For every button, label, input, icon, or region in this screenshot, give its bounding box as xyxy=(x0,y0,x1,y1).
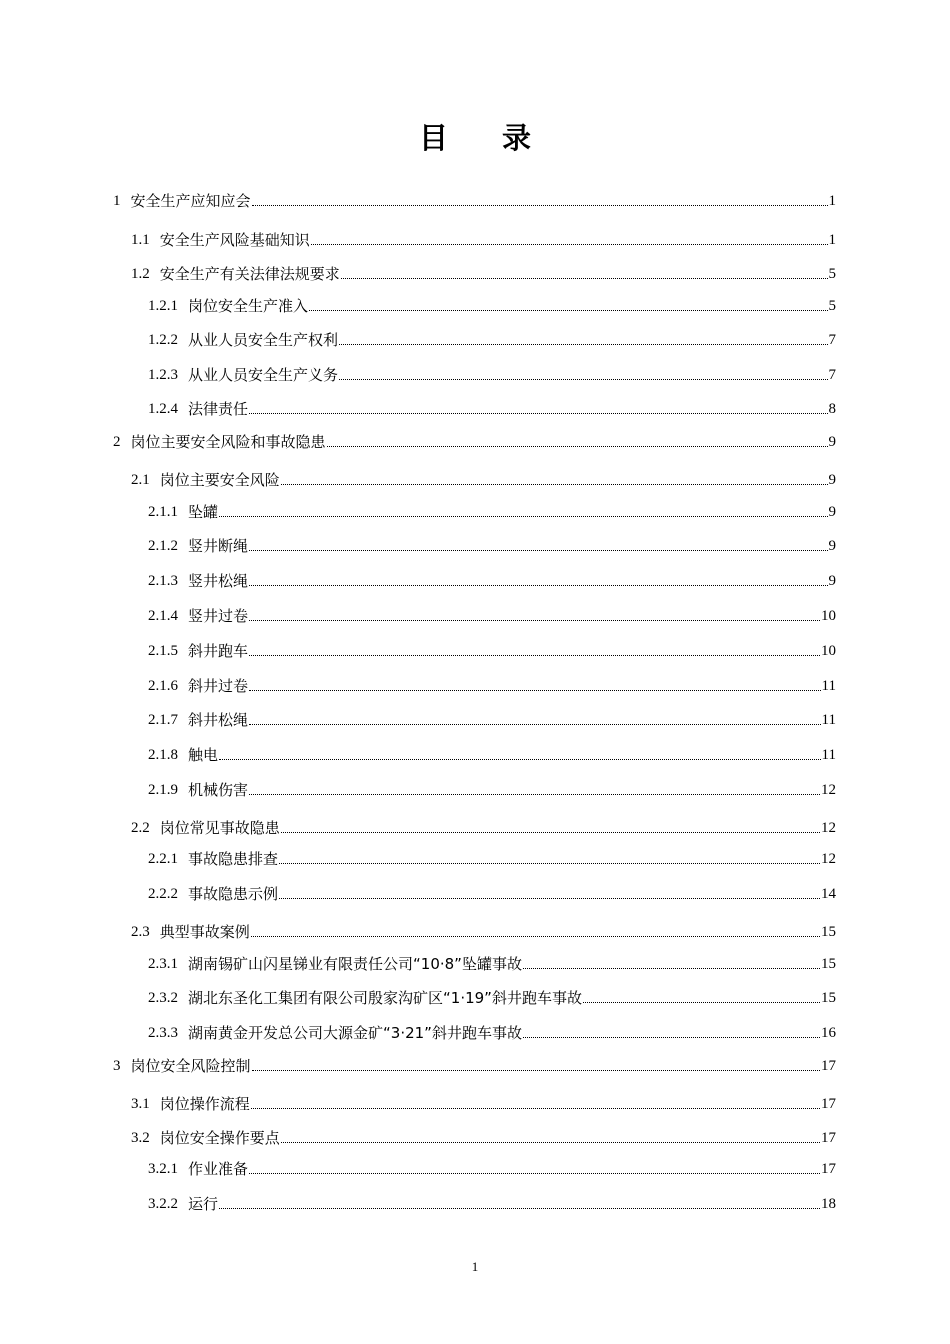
toc-entry-title: 典型事故案例 xyxy=(159,923,250,941)
toc-entry[interactable] xyxy=(0,741,950,765)
toc-leader-dots xyxy=(339,379,827,380)
toc-entry[interactable] xyxy=(0,292,950,316)
toc-entry[interactable] xyxy=(0,532,950,556)
toc-entry-title: 法律责任 xyxy=(188,400,249,418)
toc-entry-page: 9 xyxy=(828,434,836,450)
toc-entry[interactable] xyxy=(0,498,950,522)
toc-entry-number: 1.2.2 xyxy=(148,332,178,348)
toc-entry-title: 竖井过卷 xyxy=(188,607,249,625)
toc-entry-title: 触电 xyxy=(188,746,219,764)
toc-entry-title: 岗位主要安全风险 xyxy=(159,471,280,489)
toc-entry-page: 5 xyxy=(828,266,836,282)
toc-entry-page: 12 xyxy=(821,820,836,836)
toc-entry[interactable] xyxy=(0,326,950,350)
page-number: 1 xyxy=(471,1259,479,1274)
toc-entry-number: 2.2.1 xyxy=(148,851,178,867)
toc-entry-number: 3.2.1 xyxy=(148,1161,178,1177)
toc-entry-page: 7 xyxy=(828,367,836,383)
toc-entry-title: 岗位操作流程 xyxy=(159,1095,250,1113)
toc-leader-dots xyxy=(219,516,827,517)
toc-entry-title: 湖北东圣化工集团有限公司殷家沟矿区“1·19”斜井跑车事故 xyxy=(188,989,582,1007)
toc-entry-title: 运行 xyxy=(188,1195,219,1213)
toc-leader-dots xyxy=(249,550,827,551)
toc-entry[interactable] xyxy=(0,187,950,211)
toc-entry-title: 岗位安全操作要点 xyxy=(159,1129,280,1147)
toc-leader-dots xyxy=(339,344,827,345)
toc-entry[interactable] xyxy=(0,260,950,284)
toc-entry-title: 岗位主要安全风险和事故隐患 xyxy=(130,433,326,451)
toc-leader-dots xyxy=(523,1037,820,1038)
toc-entry-title: 事故隐患示例 xyxy=(188,885,279,903)
toc-entry[interactable] xyxy=(0,1155,950,1179)
toc-leader-dots xyxy=(252,1070,820,1071)
toc-entry[interactable] xyxy=(0,1124,950,1148)
toc-entry-number: 1.2.1 xyxy=(148,298,178,314)
toc-entry-number: 3 xyxy=(113,1058,121,1074)
toc-entry[interactable] xyxy=(0,776,950,800)
toc-entry-number: 2.1.3 xyxy=(148,573,178,589)
toc-entry-title: 安全生产应知应会 xyxy=(130,192,251,210)
toc-entry[interactable] xyxy=(0,672,950,696)
toc-entry-number: 3.1 xyxy=(131,1096,150,1112)
toc-entry-page: 12 xyxy=(821,851,836,867)
toc-leader-dots xyxy=(249,794,820,795)
toc-entry-page: 15 xyxy=(821,990,836,1006)
toc-entry[interactable] xyxy=(0,880,950,904)
toc-entry[interactable] xyxy=(0,918,950,942)
toc-entry[interactable] xyxy=(0,706,950,730)
toc-entry-number: 1.1 xyxy=(131,232,150,248)
toc-entry-title: 事故隐患排查 xyxy=(188,850,279,868)
toc-leader-dots xyxy=(281,1142,820,1143)
toc-entry-page: 7 xyxy=(828,332,836,348)
toc-entry-page: 1 xyxy=(828,232,836,248)
toc-leader-dots xyxy=(279,898,820,899)
toc-entry-number: 1 xyxy=(113,193,121,209)
toc-leader-dots xyxy=(523,968,820,969)
toc-entry-number: 2.1.7 xyxy=(148,712,178,728)
toc-entry[interactable] xyxy=(0,1090,950,1114)
toc-entry-page: 14 xyxy=(821,886,836,902)
toc-leader-dots xyxy=(249,413,827,414)
toc-leader-dots xyxy=(281,484,828,485)
toc-entry[interactable] xyxy=(0,1052,950,1076)
toc-entry-title: 岗位安全生产准入 xyxy=(188,297,309,315)
toc-entry-number: 2.1.6 xyxy=(148,678,178,694)
toc-entry-number: 3.2.2 xyxy=(148,1196,178,1212)
toc-entry-number: 2.2.2 xyxy=(148,886,178,902)
toc-entry[interactable] xyxy=(0,226,950,250)
toc-entry[interactable] xyxy=(0,466,950,490)
toc-entry-title: 竖井断绳 xyxy=(188,537,249,555)
toc-entry[interactable] xyxy=(0,950,950,974)
toc-entry-title: 湖南锡矿山闪星锑业有限责任公司“10·8”坠罐事故 xyxy=(188,955,522,973)
toc-entry-title: 从业人员安全生产义务 xyxy=(188,366,339,384)
toc-entry-title: 斜井过卷 xyxy=(188,677,249,695)
toc-entry-title: 斜井松绳 xyxy=(188,711,249,729)
toc-leader-dots xyxy=(583,1002,820,1003)
toc-leader-dots xyxy=(252,205,828,206)
toc-leader-dots xyxy=(341,278,828,279)
toc-entry-number: 2.1.1 xyxy=(148,504,178,520)
toc-leader-dots xyxy=(249,620,820,621)
toc-entry-page: 11 xyxy=(821,712,836,728)
toc-entry-title: 斜井跑车 xyxy=(188,642,249,660)
toc-entry-page: 8 xyxy=(828,401,836,417)
toc-entry-page: 11 xyxy=(821,678,836,694)
toc-leader-dots xyxy=(219,759,821,760)
toc-entry[interactable] xyxy=(0,984,950,1008)
toc-entry-number: 2.1.4 xyxy=(148,608,178,624)
toc-entry-number: 3.2 xyxy=(131,1130,150,1146)
toc-entry-title: 安全生产有关法律法规要求 xyxy=(159,265,340,283)
toc-entry-title: 机械伤害 xyxy=(188,781,249,799)
toc-entry-title: 坠罐 xyxy=(188,503,219,521)
toc-entry[interactable] xyxy=(0,395,950,419)
toc-leader-dots xyxy=(281,832,820,833)
toc-entry-page: 10 xyxy=(821,608,836,624)
toc-entry[interactable] xyxy=(0,814,950,838)
toc-entry-page: 18 xyxy=(821,1196,836,1212)
toc-leader-dots xyxy=(249,655,820,656)
toc-entry-number: 2.3.2 xyxy=(148,990,178,1006)
toc-entry-page: 17 xyxy=(821,1058,836,1074)
toc-entry-page: 11 xyxy=(821,747,836,763)
toc-entry-page: 10 xyxy=(821,643,836,659)
toc-entry-page: 1 xyxy=(828,193,836,209)
toc-entry-number: 1.2.3 xyxy=(148,367,178,383)
toc-entry-page: 9 xyxy=(828,472,836,488)
toc-entry-number: 2.3.3 xyxy=(148,1025,178,1041)
toc-entry-number: 2.2 xyxy=(131,820,150,836)
toc-leader-dots xyxy=(249,585,827,586)
toc-entry-number: 2.1 xyxy=(131,472,150,488)
toc-entry-title: 作业准备 xyxy=(188,1160,249,1178)
toc-leader-dots xyxy=(251,936,820,937)
toc-leader-dots xyxy=(249,1173,820,1174)
toc-entry-number: 2.1.2 xyxy=(148,538,178,554)
toc-entry-title: 岗位常见事故隐患 xyxy=(159,819,280,837)
toc-entry-number: 2.1.8 xyxy=(148,747,178,763)
toc-entry-number: 1.2 xyxy=(131,266,150,282)
toc-entry[interactable] xyxy=(0,428,950,452)
toc-entry[interactable] xyxy=(0,1190,950,1214)
toc-entry-number: 2.1.9 xyxy=(148,782,178,798)
toc-leader-dots xyxy=(249,690,821,691)
toc-entry[interactable] xyxy=(0,361,950,385)
page-title: 目录 xyxy=(418,121,585,155)
toc-entry-page: 9 xyxy=(828,573,836,589)
toc-leader-dots xyxy=(249,724,821,725)
toc-leader-dots xyxy=(309,310,827,311)
toc-entry-number: 2 xyxy=(113,434,121,450)
toc-leader-dots xyxy=(219,1208,820,1209)
toc-leader-dots xyxy=(279,863,820,864)
toc-entry-page: 17 xyxy=(821,1130,836,1146)
toc-entry-title: 湖南黄金开发总公司大源金矿“3·21”斜井跑车事故 xyxy=(188,1024,522,1042)
toc-entry-page: 15 xyxy=(821,924,836,940)
toc-entry-title: 安全生产风险基础知识 xyxy=(159,231,310,249)
toc-entry-page: 9 xyxy=(828,504,836,520)
toc-entry-number: 1.2.4 xyxy=(148,401,178,417)
toc-entry-page: 16 xyxy=(821,1025,836,1041)
toc-entry-title: 竖井松绳 xyxy=(188,572,249,590)
toc-leader-dots xyxy=(327,446,828,447)
toc-leader-dots xyxy=(311,244,828,245)
toc-entry[interactable] xyxy=(0,845,950,869)
toc-entry-page: 12 xyxy=(821,782,836,798)
toc-entry-page: 9 xyxy=(828,538,836,554)
toc-entry-page: 5 xyxy=(828,298,836,314)
toc-entry-page: 17 xyxy=(821,1096,836,1112)
toc-entry-title: 岗位安全风险控制 xyxy=(130,1057,251,1075)
toc-entry[interactable] xyxy=(0,567,950,591)
toc-entry-page: 15 xyxy=(821,956,836,972)
toc-entry[interactable] xyxy=(0,602,950,626)
toc-entry-number: 2.3.1 xyxy=(148,956,178,972)
toc-entry-title: 从业人员安全生产权利 xyxy=(188,331,339,349)
toc-entry-page: 17 xyxy=(821,1161,836,1177)
toc-entry[interactable] xyxy=(0,637,950,661)
toc-leader-dots xyxy=(251,1108,820,1109)
toc-entry[interactable] xyxy=(0,1019,950,1043)
toc-entry-number: 2.1.5 xyxy=(148,643,178,659)
toc-entry-number: 2.3 xyxy=(131,924,150,940)
